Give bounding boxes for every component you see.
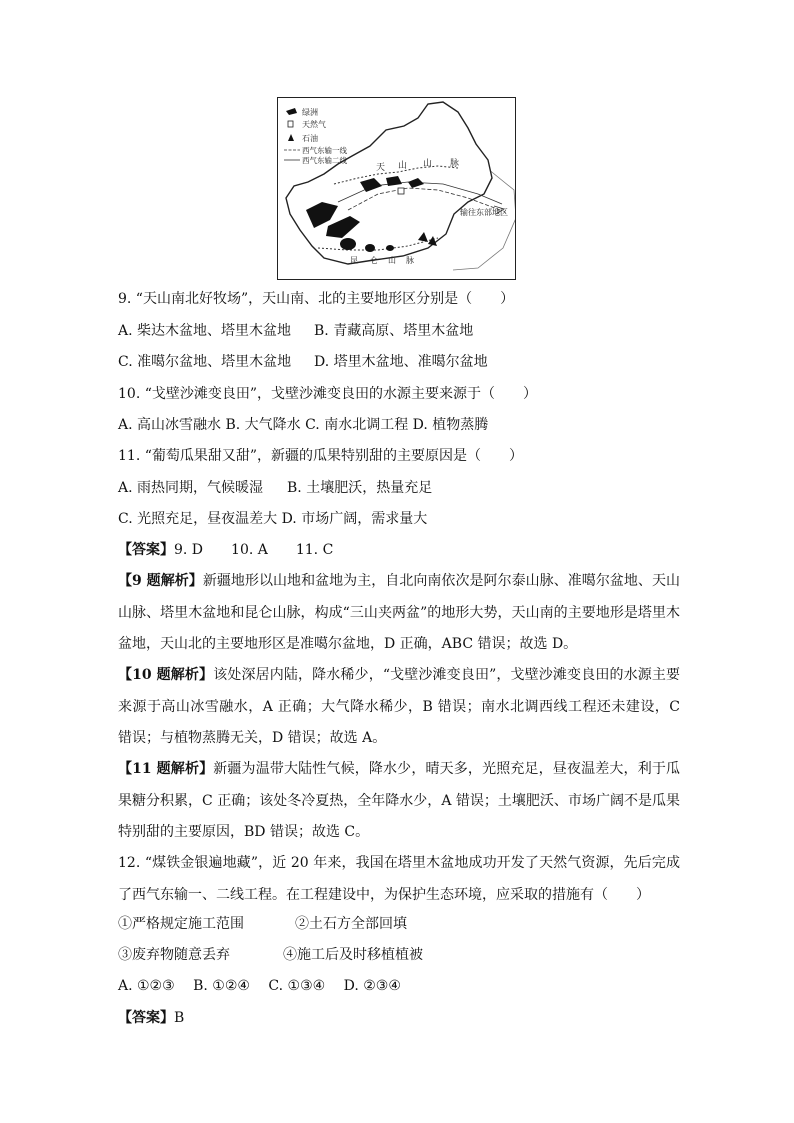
q10-options: A. 高山冰雪融水 B. 大气降水 C. 南水北调工程 D. 植物蒸腾 [118,417,489,433]
q12-stem: 12. “煤铁金银遍地藏”，近 20 年来，我国在塔里木盆地成功开发了天然气资源，先后完成了西气东输一、二线工程。在工程建设中，为保护生态环境，应采取的措施有（ ） [118,855,680,903]
kunlun-label-1: 昆 [350,256,358,265]
answer-tag: 【答案】 [118,542,174,558]
legend-pipeline-1: 西气东输一线 [302,146,347,155]
q12-item-2: ②土石方全部回填 [295,916,407,932]
kunlun-label-3: 山 [388,256,396,265]
oasis-shape [340,238,356,250]
q9-option-b: B. 青藏高原、塔里木盆地 [314,323,474,339]
kunlun-label-4: 脉 [406,256,414,265]
tianshan-label-4: 脉 [450,159,460,169]
analysis-9-tag: 【9 题解析】 [118,573,203,589]
q9-option-c: C. 准噶尔盆地、塔里木盆地 [118,354,292,370]
q9-stem: 9. “天山南北好牧场”，天山南、北的主要地形区分别是（ ） [118,291,515,307]
answer-1 [118,541,678,559]
xinjiang-map [278,98,516,280]
q9-option-a: A. 柴达木盆地、塔里木盆地 [118,323,292,339]
analysis-10-text: 该处深居内陆，降水稀少，“戈壁沙滩变良田”，戈壁沙滩变良田的水源主要来源于高山冰雪融水，A 正确；大气降水稀少，B 错误；南水北调西线工程还未建设，C 错误；与植物蒸腾无关，D 错误；故选 A。 [118,667,681,746]
answer-2-text: B [174,1010,185,1026]
q12-item-1: ①严格规定施工范围 [118,916,244,932]
gas-legend-icon [288,121,293,127]
legend-pipeline-2: 西气东输二线 [302,156,347,165]
analysis-11-tag: 【11 题解析】 [118,761,214,777]
q12-options: A. ①②③ B. ①②④ C. ①③④ D. ②③④ [118,978,401,994]
analysis-10-tag: 【10 题解析】 [118,667,214,683]
analysis-9-text: 新疆地形以山地和盆地为主，自北向南依次是阿尔泰山脉、准噶尔盆地、天山山脉、塔里木盆地和昆仑山脉，构成“三山夹两盆”的地形大势，天山南的主要地形是塔里木盆地，天山北的主要地形区是准噶尔盆地，D 正确，ABC 错误；故选 D。 [118,573,680,652]
q11-options-cd: C. 光照充足，昼夜温差大 D. 市场广阔，需求量大 [118,511,428,527]
tianshan-label-3: 山 [423,159,433,169]
legend-gas: 天然气 [302,120,326,129]
q11-stem: 11. “葡萄瓜果甜又甜”，新疆的瓜果特别甜的主要原因是（ ） [118,448,524,464]
analysis-11-text: 新疆为温带大陆性气候，降水少，晴天多，光照充足，昼夜温差大，利于瓜果糖分积累，C 正确；该处冬冷夏热，全年降水少，A 错误；土壤肥沃、市场广阔不是瓜果特别甜的主要原因，BD 错误；故选 C。 [118,761,680,840]
oasis-shape [365,244,375,252]
oasis-shape [386,245,394,251]
q9-option-d: D. 塔里木盆地、准噶尔盆地 [314,354,488,370]
xinjiang-map-figure [277,97,516,280]
gas-icon [398,188,404,194]
kunlun-label-2: 仑 [370,256,378,265]
oil-legend-icon [288,134,294,141]
analysis-10 [118,660,680,755]
q10-stem: 10. “戈壁沙滩变良田”，戈壁沙滩变良田的水源主要来源于（ ） [118,386,538,402]
legend-oil: 石油 [302,134,318,143]
oasis-legend-icon [286,108,297,115]
analysis-9 [118,566,680,661]
q12-item-4: ④施工后及时移植植被 [283,947,423,963]
tianshan-label-2: 山 [398,161,408,171]
tianshan-label-1: 天 [376,163,386,173]
analysis-11 [118,754,680,849]
answer-text: 9. D 10. A 11. C [174,542,334,558]
east-region-label: 输往东部地区 [460,208,508,217]
q11-option-a: A. 雨热同期，气候暖湿 [118,480,264,496]
q12-item-3: ③废弃物随意丢弃 [118,947,230,963]
q11-option-b: B. 土壤肥沃，热量充足 [287,480,433,496]
legend-oasis: 绿洲 [302,108,318,117]
answer-2-tag: 【答案】 [118,1010,174,1026]
answer-2 [118,1009,678,1027]
